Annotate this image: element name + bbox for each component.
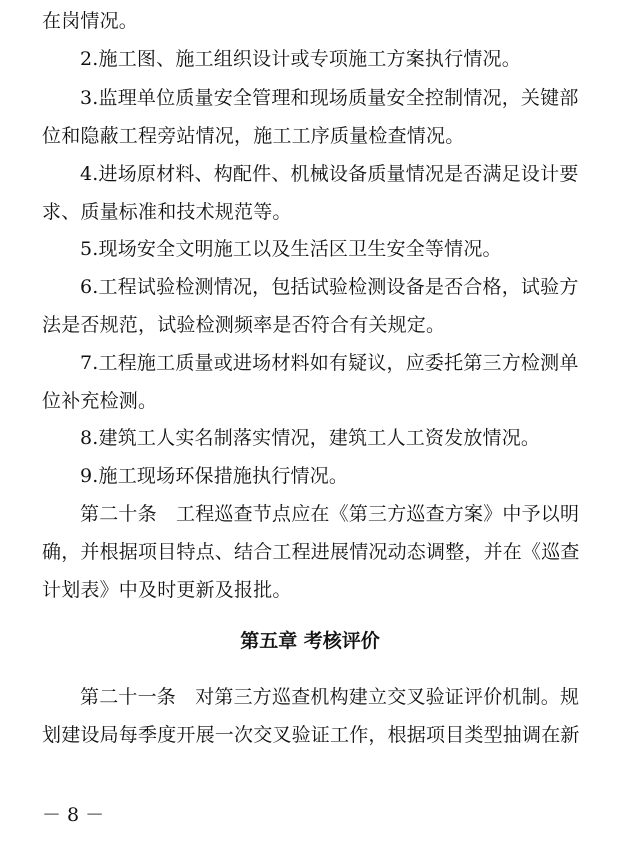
list-item-4: 4.进场原材料、构配件、机械设备质量情况是否满足设计要 [80, 163, 579, 185]
list-item-2: 2.施工图、施工组织设计或专项施工方案执行情况。 [80, 48, 521, 70]
page-number: － 8 － [42, 804, 105, 826]
text-line: 在岗情况。 [42, 10, 139, 32]
list-item-8: 8.建筑工人实名制落实情况，建筑工人工资发放情况。 [80, 427, 541, 449]
list-item-3: 3.监理单位质量安全管理和现场质量安全控制情况，关键部 [80, 87, 579, 109]
list-item-5: 5.现场安全文明施工以及生活区卫生安全等情况。 [80, 238, 502, 260]
list-item-7: 7.工程施工质量或进场材料如有疑议，应委托第三方检测单 [80, 352, 579, 374]
article-20: 第二十条 工程巡查节点应在《第三方巡查方案》中予以明 [80, 503, 580, 525]
text-line: 法是否规范，试验检测频率是否符合有关规定。 [42, 314, 446, 336]
text-line: 位补充检测。 [42, 390, 158, 412]
list-item-9: 9.施工现场环保措施执行情况。 [80, 465, 349, 487]
text-line: 计划表》中及时更新及报批。 [42, 579, 292, 601]
list-item-6: 6.工程试验检测情况，包括试验检测设备是否合格，试验方 [80, 276, 579, 298]
article-21: 第二十一条 对第三方巡查机构建立交叉验证评价机制。规 [80, 686, 580, 708]
text-line: 划建设局每季度开展一次交叉验证工作，根据项目类型抽调在新 [42, 724, 580, 746]
text-line: 确，并根据项目特点、结合工程进展情况动态调整，并在《巡查 [42, 541, 580, 563]
text-line: 位和隐蔽工程旁站情况，施工工序质量检查情况。 [42, 125, 465, 147]
text-line: 求、质量标准和技术规范等。 [42, 201, 292, 223]
chapter-heading: 第五章 考核评价 [240, 630, 380, 652]
